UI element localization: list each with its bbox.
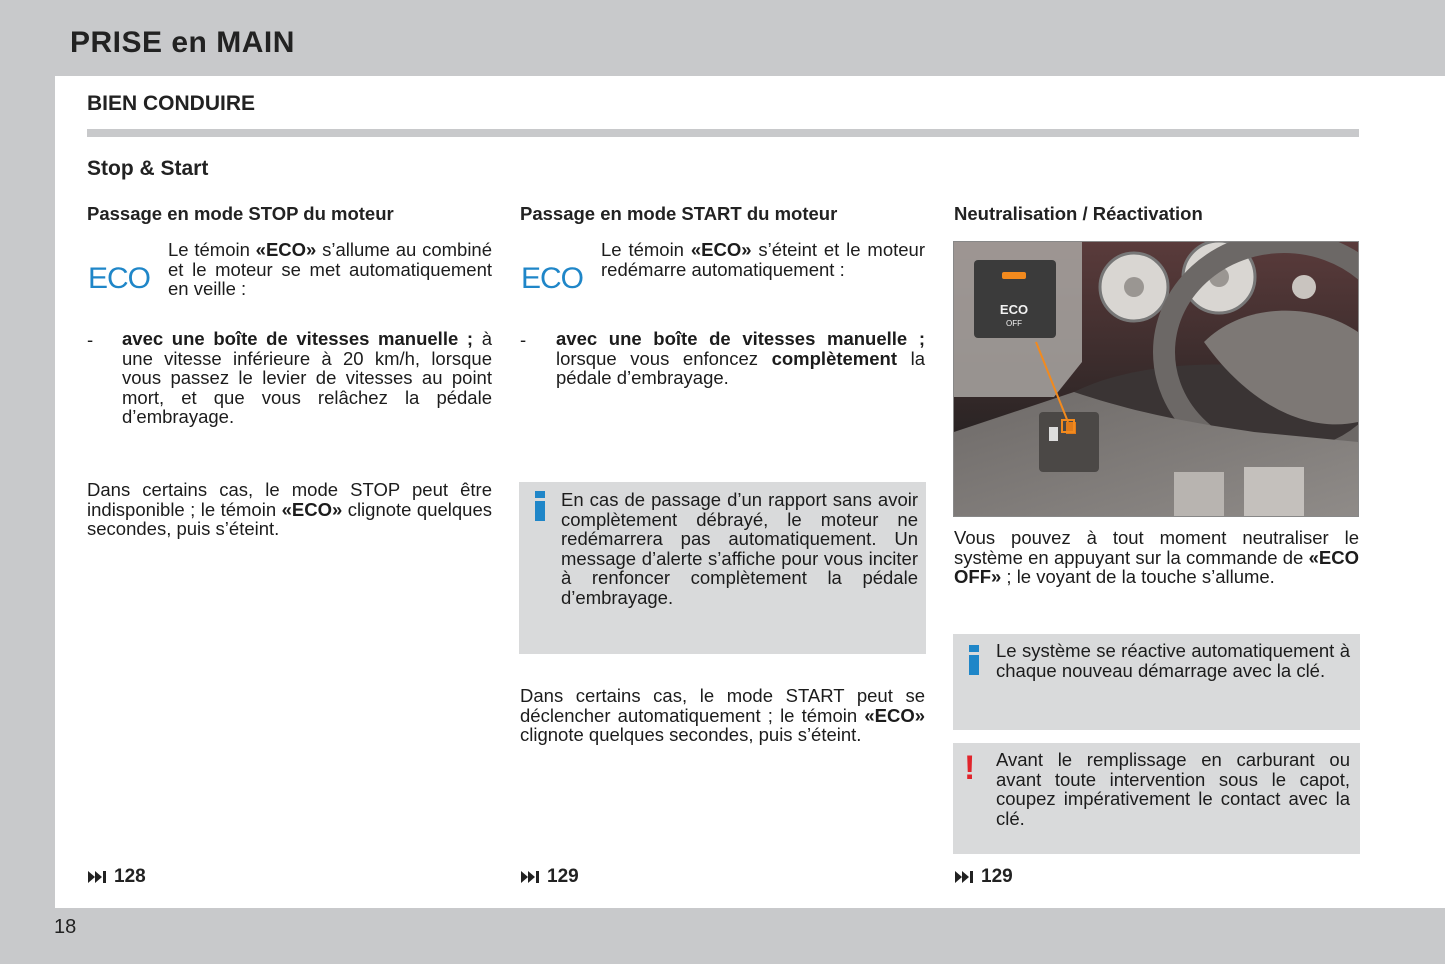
column-2-page-ref[interactable] bbox=[521, 866, 579, 888]
column-3-heading: Neutralisation / Réactivation bbox=[954, 203, 1203, 224]
warning-icon: ! bbox=[964, 749, 976, 787]
section-subtitle: Stop & Start bbox=[87, 157, 209, 180]
column-1-page-ref[interactable] bbox=[88, 866, 146, 888]
column-2-heading: Passage en mode START du moteur bbox=[520, 203, 838, 224]
info-icon bbox=[967, 645, 981, 675]
dashboard-illustration bbox=[954, 242, 1358, 516]
info-box-text: En cas de passage d’un rapport sans avoir complètement débrayé, le moteur ne redémarrera pas automatiquement. Un message d’alerte s’affiche pour vous inciter à renfoncer complètement la pédale d’embrayage. bbox=[561, 489, 918, 608]
bullet-dash: - bbox=[520, 329, 527, 350]
info-box bbox=[953, 634, 1360, 730]
dashboard-photo bbox=[953, 241, 1359, 517]
eco-icon bbox=[520, 261, 584, 293]
page-ref-number: 129 bbox=[547, 866, 579, 887]
page-reference-icon bbox=[955, 870, 975, 884]
eco-icon bbox=[87, 261, 151, 293]
column-1-intro: Le témoin «ECO» s’allume au combiné et le moteur se met automatiquement en veille : bbox=[168, 239, 493, 300]
info-box-text: Le système se réactive automatiquement à chaque nouveau démarrage avec la clé. bbox=[996, 640, 1350, 681]
warning-box-text: Avant le remplissage en carburant ou avant toute intervention sous le capot, coupez impérativement le contact avec la clé. bbox=[996, 749, 1350, 829]
warning-box bbox=[953, 743, 1360, 854]
page-header-title: PRISE en MAIN bbox=[70, 26, 295, 59]
page-number: 18 bbox=[54, 916, 77, 938]
column-3-page-ref[interactable] bbox=[955, 866, 1013, 888]
page-reference-icon bbox=[521, 870, 541, 884]
column-1-note: Dans certains cas, le mode STOP peut être indisponible ; le témoin «ECO» clignote quelques secondes, puis s’éteint. bbox=[87, 479, 493, 540]
column-2-bullet: avec une boîte de vitesses manuelle ; lorsque vous enfoncez complètement la pédale d’embrayage. bbox=[556, 328, 925, 389]
info-box bbox=[519, 482, 926, 654]
page-ref-number: 129 bbox=[981, 866, 1013, 887]
photo-eco-button-label: ECO bbox=[999, 302, 1029, 317]
page-reference-icon bbox=[88, 870, 108, 884]
column-2-intro: Le témoin «ECO» s’éteint et le moteur redémarre automatiquement : bbox=[601, 239, 925, 280]
column-1-bullet: avec une boîte de vitesses manuelle ; à une vitesse inférieure à 20 km/h, lorsque vous passez le levier de vitesses au point mort, et que vous relâchez la pédale d’embrayage. bbox=[122, 328, 492, 428]
section-title: BIEN CONDUIRE bbox=[87, 92, 256, 115]
eco-icon-label: ECO bbox=[88, 262, 151, 293]
column-3-text: Vous pouvez à tout moment neutraliser le système en appuyant sur la commande de «ECO OFF» ; le voyant de la touche s’allume. bbox=[954, 527, 1359, 588]
photo-eco-button-sublabel: OFF bbox=[1006, 319, 1022, 328]
section-divider bbox=[87, 129, 1359, 137]
page-ref-number: 128 bbox=[114, 866, 146, 887]
bullet-dash: - bbox=[87, 329, 94, 350]
column-2-note: Dans certains cas, le mode START peut se déclencher automatiquement ; le témoin «ECO» clignote quelques secondes, puis s’éteint. bbox=[520, 685, 925, 746]
info-icon bbox=[533, 491, 547, 521]
column-1-heading: Passage en mode STOP du moteur bbox=[87, 203, 394, 224]
eco-icon-label: ECO bbox=[521, 262, 584, 293]
